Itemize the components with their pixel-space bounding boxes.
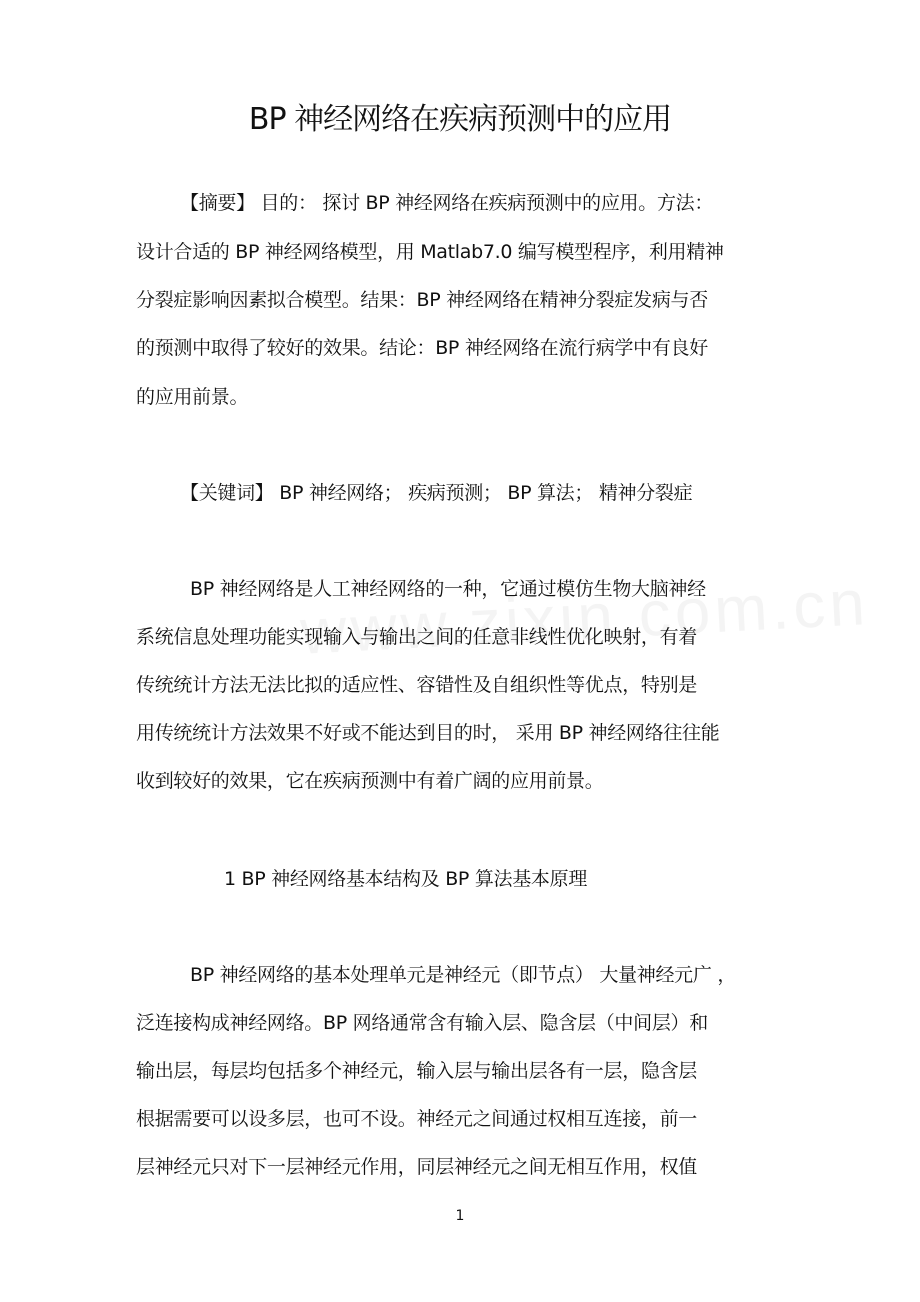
- intro-line: BP 神经网络是人工神经网络的一种，它通过模仿生物大脑神经: [190, 578, 706, 600]
- section-body-line: 输出层，每层均包括多个神经元，输入层与输出层各有一层，隐含层: [136, 1060, 698, 1082]
- section-body-line: 泛连接构成神经网络。BP 网络通常含有输入层、隐含层（中间层）和: [136, 1012, 708, 1034]
- abstract-line: 的应用前景。: [136, 386, 249, 408]
- intro-line: 用传统统计方法效果不好或不能达到目的时， 采用 BP 神经网络往往能: [136, 722, 720, 744]
- intro-line: 收到较好的效果，它在疾病预测中有着广阔的应用前景。: [136, 770, 604, 792]
- abstract-line: 分裂症影响因素拟合模型。结果：BP 神经网络在精神分裂症发病与否: [136, 289, 708, 311]
- section-body-line: 根据需要可以设多层，也可不设。神经元之间通过权相互连接，前一: [136, 1108, 698, 1130]
- page-number: 1: [455, 1208, 465, 1224]
- intro-line: 系统信息处理功能实现输入与输出之间的任意非线性优化映射，有着: [136, 626, 698, 648]
- abstract-line: 【摘要】 目的： 探讨 BP 神经网络在疾病预测中的应用。方法：: [180, 192, 714, 214]
- section-body-line: BP 神经网络的基本处理单元是神经元（即节点） 大量神经元广 ，: [190, 964, 737, 986]
- document-title: BP 神经网络在疾病预测中的应用: [248, 102, 672, 137]
- section-body-line: 层神经元只对下一层神经元作用，同层神经元之间无相互作用，权值: [136, 1156, 698, 1178]
- intro-line: 传统统计方法无法比拟的适应性、容错性及自组织性等优点，特别是: [136, 674, 698, 696]
- abstract-line: 的预测中取得了较好的效果。结论：BP 神经网络在流行病学中有良好: [136, 337, 708, 359]
- abstract-line: 设计合适的 BP 神经网络模型，用 Matlab7.0 编写模型程序，利用精神: [136, 241, 724, 263]
- keywords-line: 【关键词】 BP 神经网络； 疾病预测； BP 算法； 精神分裂症: [180, 482, 693, 504]
- section-heading: 1 BP 神经网络基本结构及 BP 算法基本原理: [224, 868, 588, 890]
